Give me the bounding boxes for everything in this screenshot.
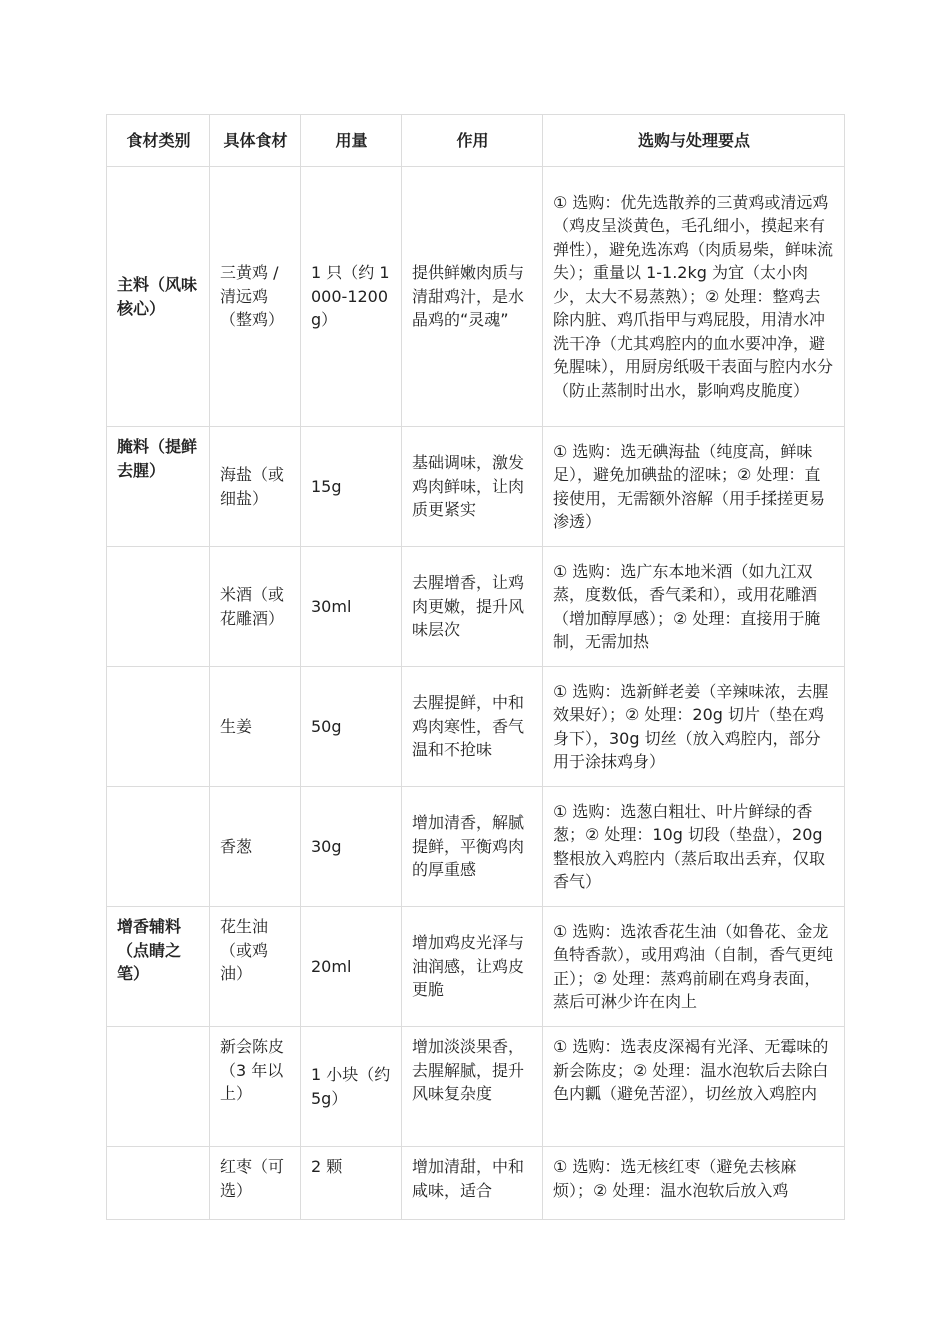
table-row	[107, 547, 845, 667]
ingredients-table	[106, 114, 845, 1220]
cell-tips: ① 选购：选表皮深褐有光泽、无霉味的新会陈皮；② 处理：温水泡软后去除白色内瓤（避免苦涩），切丝放入鸡腔内	[543, 1027, 845, 1147]
cell-role: 提供鲜嫩肉质与清甜鸡汁，是水晶鸡的“灵魂”	[402, 167, 543, 427]
cell-role: 去腥提鲜，中和鸡肉寒性，香气温和不抢味	[402, 667, 543, 787]
cell-category: 腌料（提鲜去腥）	[107, 427, 210, 547]
cell-amount: 30g	[301, 787, 402, 907]
cell-role: 基础调味，激发鸡肉鲜味，让肉质更紧实	[402, 427, 543, 547]
cell-category: 增香辅料（点睛之笔）	[107, 907, 210, 1027]
cell-category	[107, 547, 210, 667]
cell-tips: ① 选购：选新鲜老姜（辛辣味浓，去腥效果好）；② 处理：20g 切片（垫在鸡身下），30g 切丝（放入鸡腔内，部分用于涂抹鸡身）	[543, 667, 845, 787]
table-row	[107, 1027, 845, 1147]
cell-ingredient: 米酒（或花雕酒）	[210, 547, 301, 667]
cell-ingredient: 红枣（可选）	[210, 1147, 301, 1220]
cell-tips: ① 选购：选浓香花生油（如鲁花、金龙鱼特香款），或用鸡油（自制，香气更纯正）；② 处理：蒸鸡前刷在鸡身表面，蒸后可淋少许在肉上	[543, 907, 845, 1027]
cell-category	[107, 1027, 210, 1147]
cell-ingredient: 三黄鸡 / 清远鸡（整鸡）	[210, 167, 301, 427]
cell-tips: ① 选购：选无核红枣（避免去核麻烦）；② 处理：温水泡软后放入鸡	[543, 1147, 845, 1220]
header-category: 食材类别	[107, 115, 210, 167]
cell-amount: 1 只（约 1000-1200g）	[301, 167, 402, 427]
cell-amount: 2 颗	[301, 1147, 402, 1220]
cell-ingredient: 新会陈皮（3 年以上）	[210, 1027, 301, 1147]
table-row	[107, 427, 845, 547]
header-tips: 选购与处理要点	[543, 115, 845, 167]
cell-amount: 20ml	[301, 907, 402, 1027]
cell-category	[107, 667, 210, 787]
cell-ingredient: 花生油（或鸡油）	[210, 907, 301, 1027]
header-ingredient: 具体食材	[210, 115, 301, 167]
cell-amount: 30ml	[301, 547, 402, 667]
cell-ingredient: 海盐（或细盐）	[210, 427, 301, 547]
cell-role: 去腥增香，让鸡肉更嫩，提升风味层次	[402, 547, 543, 667]
cell-category	[107, 787, 210, 907]
cell-amount: 1 小块（约 5g）	[301, 1027, 402, 1147]
cell-amount: 50g	[301, 667, 402, 787]
cell-role: 增加鸡皮光泽与油润感，让鸡皮更脆	[402, 907, 543, 1027]
cell-ingredient: 香葱	[210, 787, 301, 907]
cell-tips: ① 选购：优先选散养的三黄鸡或清远鸡（鸡皮呈淡黄色，毛孔细小，摸起来有弹性），避免选冻鸡（肉质易柴，鲜味流失）；重量以 1-1.2kg 为宜（太小肉少，太大不易蒸熟）；② 处理：整鸡去除内脏、鸡爪指甲与鸡屁股，用清水冲洗干净（尤其鸡腔内的血水要冲净，避免腥味），用厨房纸吸干表面与腔内水分（防止蒸制时出水，影响鸡皮脆度）	[543, 167, 845, 427]
cell-category	[107, 1147, 210, 1220]
cell-category: 主料（风味核心）	[107, 167, 210, 427]
cell-tips: ① 选购：选广东本地米酒（如九江双蒸，度数低，香气柔和），或用花雕酒（增加醇厚感）；② 处理：直接用于腌制，无需加热	[543, 547, 845, 667]
header-amount: 用量	[301, 115, 402, 167]
table-header-row	[107, 115, 845, 167]
header-role: 作用	[402, 115, 543, 167]
table-row	[107, 1147, 845, 1220]
table-row	[107, 667, 845, 787]
cell-tips: ① 选购：选葱白粗壮、叶片鲜绿的香葱；② 处理：10g 切段（垫盘），20g 整根放入鸡腔内（蒸后取出丢弃，仅取香气）	[543, 787, 845, 907]
table-row	[107, 787, 845, 907]
cell-role: 增加淡淡果香，去腥解腻，提升风味复杂度	[402, 1027, 543, 1147]
table-row	[107, 907, 845, 1027]
table-row	[107, 167, 845, 427]
cell-amount: 15g	[301, 427, 402, 547]
cell-role: 增加清甜，中和咸味，适合	[402, 1147, 543, 1220]
cell-role: 增加清香，解腻提鲜，平衡鸡肉的厚重感	[402, 787, 543, 907]
cell-ingredient: 生姜	[210, 667, 301, 787]
cell-tips: ① 选购：选无碘海盐（纯度高，鲜味足），避免加碘盐的涩味；② 处理：直接使用，无需额外溶解（用手揉搓更易渗透）	[543, 427, 845, 547]
